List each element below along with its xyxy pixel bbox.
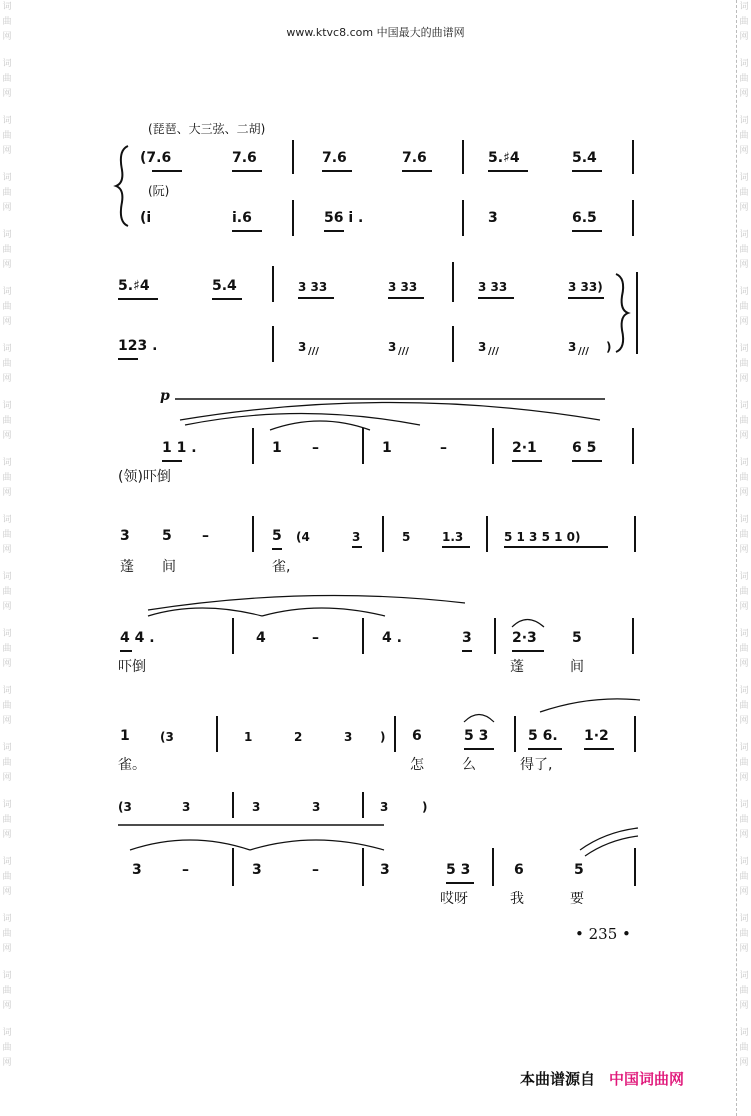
barline [636,272,638,354]
note-group: 3 [388,340,397,354]
note-group: 3 33) [568,280,603,294]
underline [572,170,602,172]
underline [464,748,494,750]
watermark-text: 词 曲 网 [739,686,749,726]
footer-credit [520,1068,684,1089]
note-group: i.6 [232,210,252,226]
note-group: 3 [182,800,191,814]
note-group: 3 [462,630,472,646]
watermark-text: 词 曲 网 [2,515,12,555]
note-group: 1 [382,440,392,456]
note-group: 3 [478,340,487,354]
watermark-text: 词 曲 网 [739,116,749,156]
note-group: – [312,630,319,646]
lyric: 蓬 [510,659,524,675]
underline [298,297,334,299]
note-group: – [202,528,209,544]
note-group: 5 1 3 5 1 0) [504,530,581,544]
note-group: 3 33 [298,280,328,294]
watermark-text: 词 曲 网 [739,743,749,783]
watermark-text: 词 曲 网 [739,572,749,612]
watermark-text: 词 曲 网 [739,173,749,213]
watermark-text: 词 曲 网 [739,1028,749,1068]
watermark-text: 词 曲 网 [739,515,749,555]
underline [152,170,182,172]
barline [382,516,384,552]
underline [572,230,602,232]
underline [212,298,242,300]
barline [494,618,496,654]
watermark-text: 词 曲 网 [2,344,12,384]
underline [232,170,262,172]
note-group: 3 [344,730,353,744]
dynamic-marking: p [160,388,170,404]
underline [488,170,528,172]
watermark-text: 词 曲 网 [2,572,12,612]
watermark-text: 词 曲 网 [739,344,749,384]
underline [512,650,544,652]
note-group: 6 [514,862,524,878]
watermark-text: 词 曲 网 [739,800,749,840]
barline [216,716,218,752]
note-group: – [182,862,189,878]
note-group: 3 [252,862,262,878]
note-group: 2·1 [512,440,537,456]
instrument-label: (琵琶、大三弦、二胡) [148,122,266,136]
watermark-text: 词 曲 网 [2,971,12,1011]
note-group: 3 33 [478,280,508,294]
watermark-text: 词 曲 网 [739,230,749,270]
watermark-text: 词 曲 网 [2,2,12,42]
note-group: 6.5 [572,210,597,226]
page-number: • 235 • [575,925,631,943]
barline [252,428,254,464]
lyric: 蓬 [120,559,134,575]
barline [362,848,364,886]
note-group: 1 [120,728,130,744]
note-group: 5.4 [212,278,237,294]
note-group: 123 . [118,338,158,354]
watermark-text: 词 曲 网 [2,401,12,441]
barline [632,140,634,174]
lyric: 么 [462,757,476,773]
note-group: 56 i . [324,210,364,226]
watermark-text: 词 曲 网 [2,857,12,897]
barline [634,516,636,552]
note-group: 3 [488,210,498,226]
note-group: 5.♯4 [488,150,520,166]
watermark-text: 词 曲 网 [739,401,749,441]
barline [292,140,294,174]
note-group: (4 [296,530,310,544]
lyric: 哎呀 [440,891,468,907]
underline [232,230,262,232]
watermark-text: 词 曲 网 [2,686,12,726]
note-group: 1 1 . [162,440,197,456]
watermark-text: 词 曲 网 [739,2,749,42]
underline [324,230,344,232]
barline [272,266,274,302]
underline [568,297,604,299]
note-group: – [440,440,447,456]
watermark-text: 词 曲 网 [2,743,12,783]
barline [362,428,364,464]
note-group: 4 . [382,630,402,646]
underline [512,460,542,462]
lyric: 吓倒 [118,659,146,675]
underline [388,297,424,299]
tremolo-mark: /// [308,346,319,357]
watermark-text: 词 曲 网 [739,458,749,498]
note-group: 4 [256,630,266,646]
note-group: 7.6 [322,150,347,166]
barline [252,516,254,552]
note-group: 3 [380,862,390,878]
note-group: (7.6 [140,150,172,166]
note-group: 3 [352,530,361,544]
underline [118,298,158,300]
note-group: 3 [132,862,142,878]
watermark-text: 词 曲 网 [2,116,12,156]
note-group: 5 [402,530,411,544]
tremolo-mark: /// [398,346,409,357]
barline [452,326,454,362]
watermark-text: 词 曲 网 [739,59,749,99]
barline [634,716,636,752]
watermark-text: 词 曲 网 [739,857,749,897]
barline [634,848,636,886]
note-group: 5 [272,528,282,544]
underline [446,882,474,884]
site-header: www.ktvc8.com 中国最大的曲谱网 [286,26,465,39]
note-group: 1·2 [584,728,609,744]
barline [232,792,234,818]
lyric: 要 [570,891,584,907]
underline [442,546,470,548]
barline [462,140,464,174]
underline [322,170,352,172]
lyric: 怎 [410,757,424,773]
note-group: 3 [120,528,130,544]
watermark-text: 词 曲 网 [2,629,12,669]
barline [492,848,494,886]
lyric: 间 [162,559,176,575]
note-group: (3 [118,800,132,814]
note-group: (3 [160,730,174,744]
note-group: 2·3 [512,630,537,646]
footer-site-link[interactable]: 中国词曲网 [609,1070,685,1088]
underline [352,546,362,548]
watermark-text: 词 曲 网 [2,914,12,954]
tremolo-mark: /// [578,346,589,357]
note-group: 5 [572,630,582,646]
barline [486,516,488,552]
note-group: (i [140,210,152,226]
note-group: 4 4 . [120,630,155,646]
note-group: 3 33 [388,280,418,294]
note-group: 5 [162,528,172,544]
barline [452,262,454,302]
note-group: 5 [574,862,584,878]
watermark-text: 词 曲 网 [739,287,749,327]
note-group: ) [606,340,612,354]
tremolo-mark: /// [488,346,499,357]
underline [584,748,614,750]
note-group: 6 5 [572,440,597,456]
barline [394,716,396,752]
barline [272,326,274,362]
footer-source-text: 本曲谱源自 [520,1070,596,1088]
note-group: 3 [298,340,307,354]
barline [514,716,516,752]
watermark-text: 词 曲 网 [2,287,12,327]
instrument-label: (阮) [148,184,170,198]
note-group: ) [380,730,386,744]
watermark-text: 词 曲 网 [2,173,12,213]
note-group: 7.6 [232,150,257,166]
note-group: – [312,862,319,878]
note-group: 1 [244,730,253,744]
barline [632,200,634,236]
watermark-text: 词 曲 网 [2,1028,12,1068]
watermark-text: 词 曲 网 [2,59,12,99]
barline [232,618,234,654]
lyric: 我 [510,891,524,907]
underline [462,650,472,652]
note-group: – [312,440,319,456]
barline [362,792,364,818]
note-group: 1 [272,440,282,456]
note-group: 3 [252,800,261,814]
barline [462,200,464,236]
underline [504,546,608,548]
barline [362,618,364,654]
note-group: 1.3 [442,530,464,544]
note-group: 5.4 [572,150,597,166]
underline [478,297,514,299]
lyric: (领)吓倒 [118,469,171,485]
barline [632,618,634,654]
underline [402,170,432,172]
watermark-text: 词 曲 网 [2,800,12,840]
note-group: ) [422,800,428,814]
note-group: 7.6 [402,150,427,166]
barline [292,200,294,236]
watermark-text: 词 曲 网 [739,914,749,954]
watermark-text: 词 曲 网 [2,230,12,270]
lyric: 得了, [520,757,553,773]
watermark-text: 词 曲 网 [2,458,12,498]
barline [232,848,234,886]
note-group: 3 [568,340,577,354]
note-group: 5.♯4 [118,278,150,294]
underline [528,748,562,750]
underline [120,650,132,652]
watermark-text: 词 曲 网 [739,629,749,669]
lyric: 雀。 [118,757,146,773]
underline [162,460,182,462]
note-group: 3 [380,800,389,814]
barline [632,428,634,464]
note-group: 2 [294,730,303,744]
note-group: 6 [412,728,422,744]
barline [492,428,494,464]
underline [572,460,602,462]
underline [272,548,282,550]
lyric: 雀, [272,559,291,575]
lyric: 间 [570,659,584,675]
watermark-text: 词 曲 网 [739,971,749,1011]
note-group: 5 3 [446,862,471,878]
note-group: 5 6. [528,728,558,744]
underline [118,358,138,360]
note-group: 5 3 [464,728,489,744]
note-group: 3 [312,800,321,814]
